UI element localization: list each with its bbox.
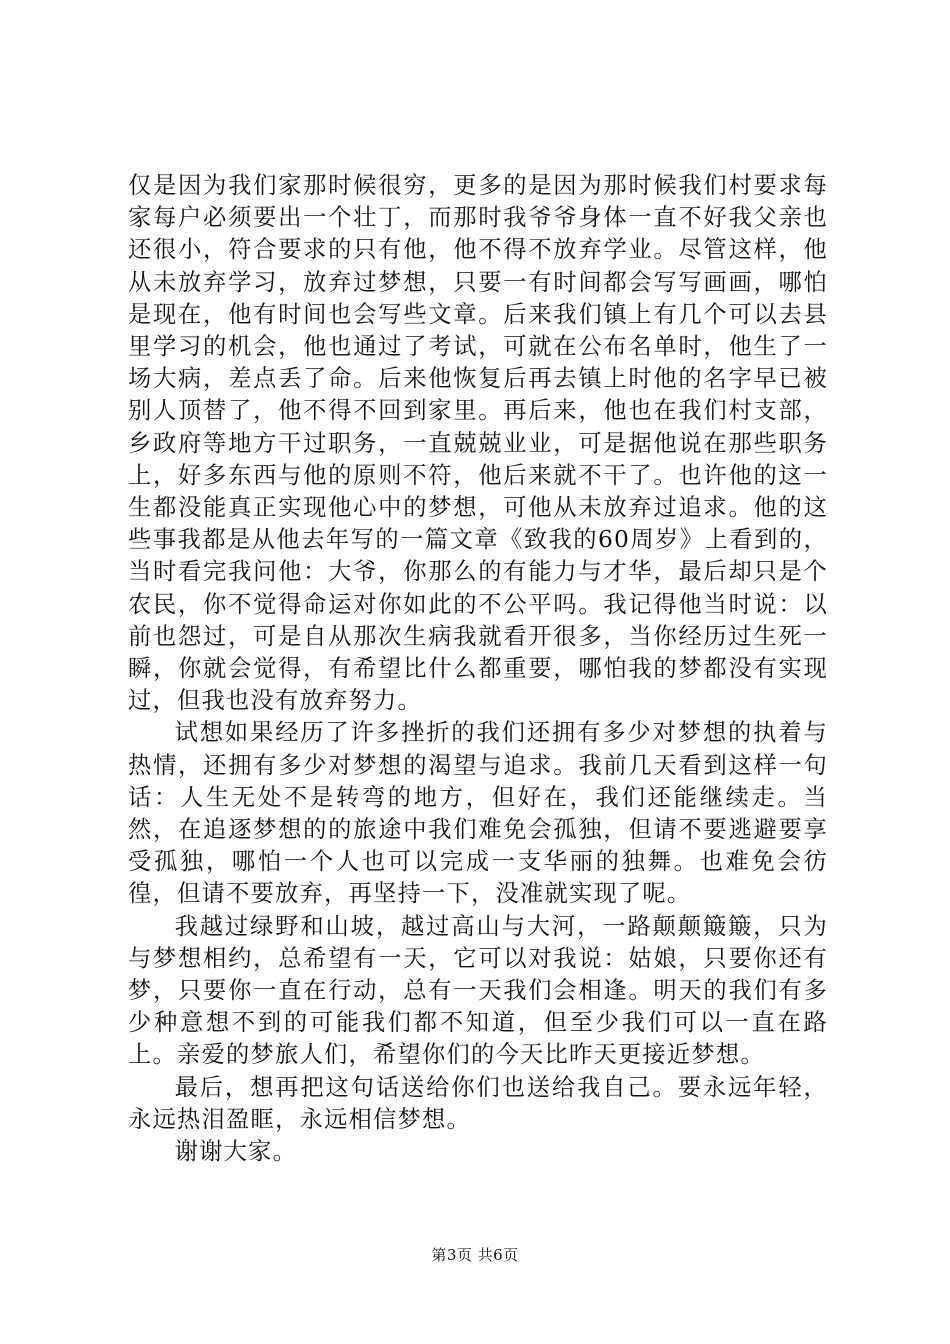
paragraph-closing: 最后，想再把这句话送给你们也送给我自己。要永远年轻，永远热泪盈眶，永远相信梦想。 <box>128 1073 828 1133</box>
paragraph-journey: 我越过绿野和山坡，越过高山与大河，一路颠颠簸簸，只为与梦想相约，总希望有一天，它可以对我说：姑娘，只要你还有梦，只要你一直在行动，总有一天我们会相逢。明天的我们有多少种意想不到的可能我们都不知道，但至少我们可以一直在路上。亲爱的梦旅人们，希望你们的今天比昨天更接近梦想。 <box>128 912 828 1069</box>
document-body <box>128 170 828 1168</box>
paragraph-thanks: 谢谢大家。 <box>174 1138 298 1166</box>
paragraph-continuation: 仅是因为我们家那时候很穷，更多的是因为那时候我们村要求每家每户必须要出一个壮丁，而那时我爷爷身体一直不好我父亲也还很小，符合要求的只有他，他不得不放弃学业。尽管这样，他从未放弃学习，放弃过梦想，只要一有时间都会写写画画，哪怕是现在，他有时间也会写些文章。后来我们镇上有几个可以去县里学习的机会，他也通过了考试，可就在公布名单时，他生了一场大病，差点丢了命。后来他恢复后再去镇上时他的名字早已被别人顶替了，他不得不回到家里。再后来，他也在我们村支部，乡政府等地方干过职务，一直兢兢业业，可是据他说在那些职务上，好多东西与他的原则不符，他后来就不干了。也许他的这一生都没能真正实现他心中的梦想，可他从未放弃过追求。他的这些事我都是从他去年写的一篇文章《致我的60周岁》上看到的，当时看完我问他：大爷，你那么的有能力与才华，最后却只是个农民，你不觉得命运对你如此的不公平吗。我记得他当时说：以前也怨过，可是自从那次生病我就看开很多，当你经历过生死一瞬，你就会觉得，有希望比什么都重要，哪怕我的梦都没有实现过，但我也没有放弃努力。 <box>128 172 828 715</box>
paragraph-setbacks: 试想如果经历了许多挫折的我们还拥有多少对梦想的执着与热情，还拥有多少对梦想的渴望与追求。我前几天看到这样一句话：人生无处不是转弯的地方，但好在，我们还能继续走。当然，在追逐梦想的的旅途中我们难免会孤独，但请不要逃避要享受孤独，哪怕一个人也可以完成一支华丽的独舞。也难免会彷徨，但请不要放弃，再坚持一下，没准就实现了呢。 <box>128 719 828 908</box>
page-number-footer: 第3页 共6页 <box>431 1246 519 1264</box>
